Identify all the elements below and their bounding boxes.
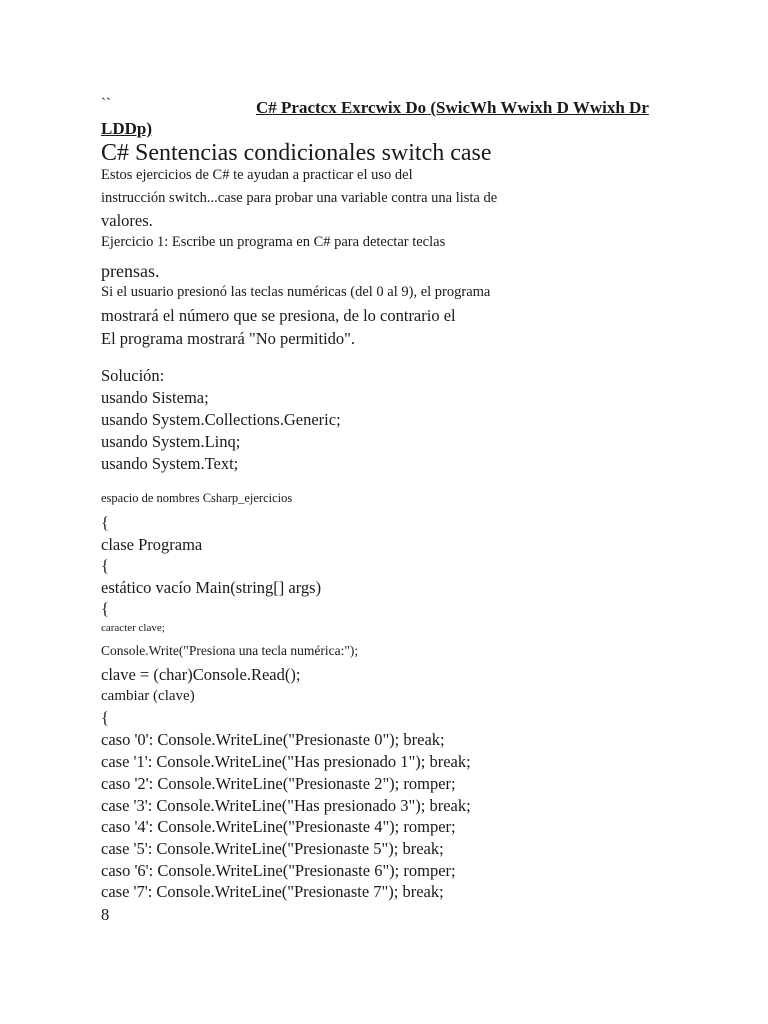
case-line: caso '0': Console.WriteLine("Presionaste 0"); break;: [101, 730, 445, 749]
exercise-line-5: El programa mostrará "No permitido".: [101, 329, 356, 348]
using-line-4: usando System.Text;: [101, 454, 239, 473]
case-line: case '5': Console.WriteLine("Presionaste 5"); break;: [101, 839, 444, 858]
using-line-2: usando System.Collections.Generic;: [101, 410, 341, 429]
namespace-line: espacio de nombres Csharp_ejercicios: [101, 491, 293, 505]
class-line: clase Programa: [101, 535, 203, 554]
case-line: caso '4': Console.WriteLine("Presionaste 4"); romper;: [101, 817, 456, 836]
exercise-line-1: Ejercicio 1: Escribe un programa en C# para detectar teclas: [101, 234, 446, 250]
char-declaration-line: caracter clave;: [101, 622, 165, 634]
case-line: case '7': Console.WriteLine("Presionaste 7"); break;: [101, 882, 444, 901]
exercise-line-3: Si el usuario presionó las teclas numéricas (del 0 al 9), el programa: [101, 284, 491, 300]
case-line: caso '6': Console.WriteLine("Presionaste 6"); romper;: [101, 861, 456, 880]
intro-line-3: valores.: [101, 211, 153, 230]
backtick-marks: ``: [101, 96, 111, 112]
page-number: 8: [101, 905, 110, 924]
main-method-line: estático vacío Main(string[] args): [101, 578, 322, 597]
header-title-line-2: LDDp): [101, 119, 153, 138]
header-title-line-1: C# Practcx Exrcwix Do (SwicWh Wwixh D Wwixh Dr: [256, 98, 649, 117]
using-line-3: usando System.Linq;: [101, 432, 241, 451]
switch-line: cambiar (clave): [101, 688, 195, 704]
intro-line-2: instrucción switch...case para probar una variable contra una lista de: [101, 190, 498, 206]
code-brace-open: {: [101, 708, 109, 727]
code-brace-open: {: [101, 556, 109, 575]
intro-line-1: Estos ejercicios de C# te ayudan a practicar el uso del: [101, 167, 413, 183]
code-brace-open: {: [101, 599, 109, 618]
case-line: case '3': Console.WriteLine("Has presionado 3"); break;: [101, 796, 471, 815]
console-write-line: Console.Write("Presiona una tecla numérica:");: [101, 643, 359, 658]
code-brace-open: {: [101, 513, 109, 532]
exercise-line-2: prensas.: [101, 261, 160, 281]
solution-label: Solución:: [101, 366, 165, 385]
console-read-line: clave = (char)Console.Read();: [101, 665, 301, 684]
using-line-1: usando Sistema;: [101, 388, 209, 407]
case-line: caso '2': Console.WriteLine("Presionaste 2"); romper;: [101, 774, 456, 793]
case-line: case '1': Console.WriteLine("Has presionado 1"); break;: [101, 752, 471, 771]
exercise-line-4: mostrará el número que se presiona, de lo contrario el: [101, 306, 456, 325]
page-heading: C# Sentencias condicionales switch case: [101, 140, 492, 166]
